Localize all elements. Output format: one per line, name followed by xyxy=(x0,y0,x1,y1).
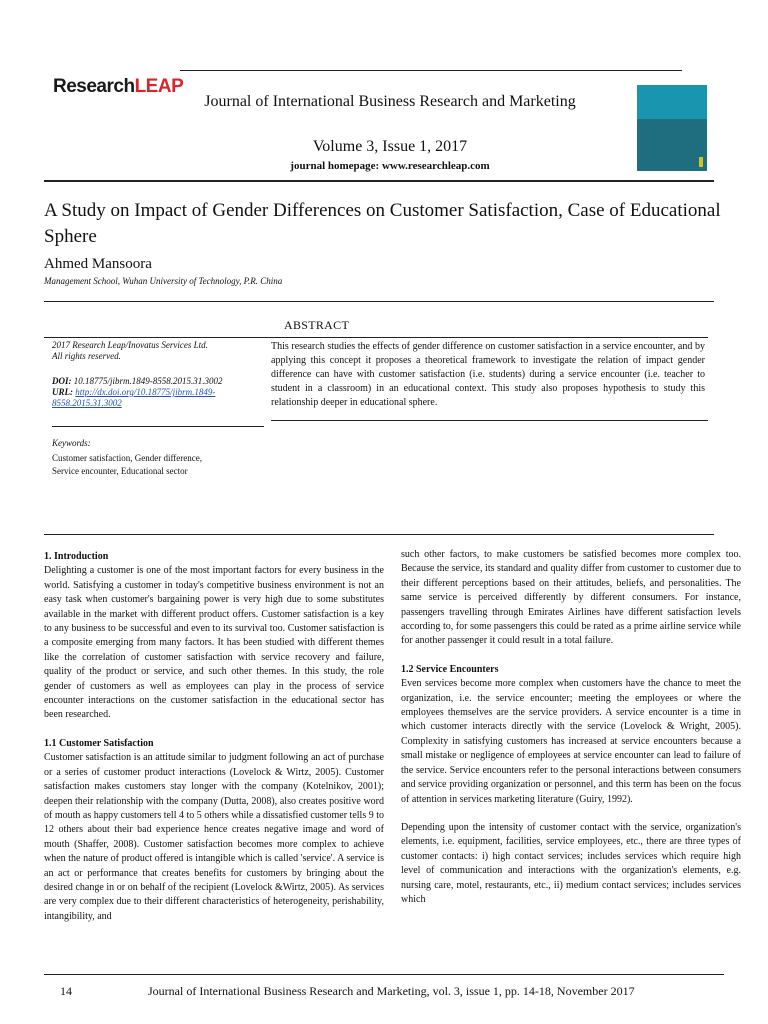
keywords-line-2: Service encounter, Educational sector xyxy=(52,466,188,476)
keywords-list xyxy=(52,452,252,478)
footer-rule xyxy=(44,974,724,975)
journal-cover-image xyxy=(637,85,707,171)
header-bottom-rule xyxy=(44,180,714,182)
info-divider xyxy=(52,426,264,427)
doi-url-link[interactable]: http://dx.doi.org/10.18775/jibrm.1849-8558.2015.31.3002 xyxy=(52,387,216,408)
doi-label: DOI: xyxy=(52,376,72,386)
abstract-heading: ABSTRACT xyxy=(284,318,350,332)
author-affiliation: Management School, Wuhan University of Technology, P.R. China xyxy=(44,276,283,286)
abstract-text: This research studies the effects of gender difference on customer satisfaction in a service encounter, and by applying this concept it proposes a theoretical framework to investigate the relation of impact gender difference can have with customer satisfaction (i.e. students) during a service encounter (i.e. teacher to student in a classroom) in an educational context. This study also proposes hypothesis to study this relationship deeper in educational sphere. xyxy=(271,341,705,408)
footer-citation: Journal of International Business Research and Marketing, vol. 3, issue 1, pp. 14-18, November 2017 xyxy=(148,984,635,998)
section-heading-customer-satisfaction: 1.1 Customer Satisfaction xyxy=(44,737,154,749)
author-name: Ahmed Mansoora xyxy=(44,256,152,272)
section-heading-service-encounters: 1.2 Service Encounters xyxy=(401,663,499,675)
journal-title: Journal of International Business Research and Marketing xyxy=(204,93,576,110)
title-divider xyxy=(44,301,714,302)
right-column xyxy=(401,548,741,907)
header-top-rule xyxy=(180,70,682,71)
introduction-paragraph: Delighting a customer is one of the most important factors for every business in the world. Satisfying a customer in today's competitive business environment is not an easy task when customer's bargaining power is very high due to some substitutes available in the market with different product offers. Customer satisfaction is a key to any business to be successful and even to its survival too. Customer satisfaction is a composite emerging from many factors. It has been studied with different themes like the correlation of customer satisfaction with service recovery and failure, quality of the product or service, and such other themes. In this study, the role gender of customers as well as employees can play in the process of service encounter interactions on the customer satisfaction in the educational sector has been researched. xyxy=(44,565,384,721)
abstract-bottom-rule xyxy=(271,420,708,421)
journal-homepage: journal homepage: www.researchleap.com xyxy=(290,160,490,172)
researchleap-logo xyxy=(53,76,183,98)
journal-volume: Volume 3, Issue 1, 2017 xyxy=(312,138,468,155)
section-heading-introduction: 1. Introduction xyxy=(44,551,109,562)
doi-line xyxy=(52,376,264,387)
keywords-label: Keywords: xyxy=(52,438,91,448)
doi-value: 10.18775/jibrm.1849-8558.2015.31.3002 xyxy=(73,376,223,386)
rights-line: All rights reserved. xyxy=(52,351,121,361)
paper-title: A Study on Impact of Gender Differences on Customer Satisfaction, Case of Educational Sphere xyxy=(44,200,721,247)
contact-types-paragraph: Depending upon the intensity of customer contact with the service, organization's elements, i.e. equipment, facilities, service employees, etc., there are three types of customer contacts: i) high contact services; includes services which require high level of communication and interactions with the organization's elements, e.g. nursing care, motel, restaurants, etc., ii) medium contact services; includes services which xyxy=(401,821,741,905)
page-number: 14 xyxy=(60,984,72,998)
service-encounters-paragraph: Even services become more complex when customers have the chance to meet the organization, i.e. the service encounter; meeting the employees or where the employees themselves are the service providers. A service encounter is a time in which customer interacts directly with the service (Lovelock & Wright, 2005). Complexity in satisfying customers has increased at service encounters because a small mistake or negligence of employees at service encounter can lead to failure of the service. Service encounters refer to the personal interactions between consumers and service providing organization or personnel, and this term has been on the focus of attention in services marketing literature (Guiry, 1992). xyxy=(401,678,741,805)
article-info xyxy=(52,340,264,409)
logo-text-leap: LEAP xyxy=(134,76,184,97)
logo-text-research: Research xyxy=(53,76,135,97)
url-label: URL: xyxy=(52,387,73,397)
customer-satisfaction-paragraph: Customer satisfaction is an attitude similar to judgment following an act of purchase or a series of customer product interactions (Lovelock & Wirtz, 2005). Customer satisfaction makes customers stay longer with the company (Kotelnikov, 2001); deepen their relationship with the company (Dutta, 2008), also creates positive word of mouth as happy customers tell 4 to 5 others while a dissatisfied customer tells 9 to 12 others about their bad experience hence creates negative image and word of mouth (Shaffer, 2008). Customer satisfaction becomes more complex to achieve when the nature of product offered is intangible which is called 'service'. A service is an act or performance that creates benefits for customers by bringing about the desired change in or on behalf of the recipient (Lovelock &Wirtz, 2005). As services are very complex due to their different characteristics of heterogeneity, perishability, intangibility, and xyxy=(44,752,384,922)
url-line xyxy=(52,387,264,409)
left-column xyxy=(44,550,384,924)
abstract-top-rule xyxy=(44,337,708,338)
continued-paragraph: such other factors, to make customers be satisfied becomes more complex too. Because the service, its standard and quality differ from customer to customer due to their different perceptions based on their attitudes, beliefs, and personalities. The same service is perceived differently by different consumers. For instance, passengers travelling through Emirates Airlines have different satisfaction levels according to, for some passengers this could be rated as a prime airline service while for another passenger it could result in a total failure. xyxy=(401,549,741,647)
copyright-line: 2017 Research Leap/Inovatus Services Ltd. xyxy=(52,340,208,350)
body-top-rule xyxy=(44,534,714,535)
keywords-line-1: Customer satisfaction, Gender difference, xyxy=(52,453,203,463)
